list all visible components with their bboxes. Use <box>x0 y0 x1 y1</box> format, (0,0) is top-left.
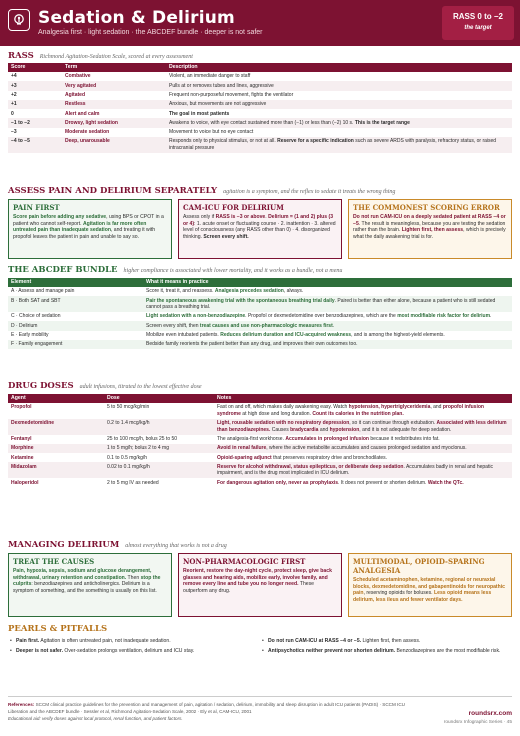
rass-desc: Pulls at or removes tubes and lines, aggressive <box>166 81 512 90</box>
pearls-heading <box>8 624 107 635</box>
table-row <box>8 109 512 118</box>
brain-icon <box>8 9 30 31</box>
table-row <box>8 81 512 90</box>
drug-notes <box>214 403 512 419</box>
rass-score: +3 <box>8 81 62 90</box>
drug-agent: Haloperidol <box>11 479 39 486</box>
text: Benzodiazepines are the most modifiable risk. <box>396 647 501 654</box>
drug-notes <box>214 453 512 462</box>
table-row <box>8 331 512 340</box>
drug-agent: Dexmedetomidine <box>8 419 104 435</box>
table-row <box>8 137 512 153</box>
table-row <box>8 321 512 330</box>
table-header-row <box>8 278 512 287</box>
references-label: References: <box>8 702 35 707</box>
pearls-heading-text: PEARLS & PITFALLS <box>8 624 108 634</box>
bundle-element: B · Both SAT and SBT <box>8 296 143 312</box>
text-bold: Light, rousable sedation with no respiratory depression <box>217 420 350 427</box>
references <box>8 702 408 723</box>
drug-agent: Fentanyl <box>11 435 32 442</box>
text-bold: Antipsychotics neither prevent nor shorten delirium. <box>268 647 396 654</box>
card-title: MULTIMODAL, OPIOID-SPARING ANALGESIA <box>353 557 485 576</box>
footer-divider <box>8 696 512 697</box>
bundle-element: D · Delirium <box>8 321 143 330</box>
text: , and treating it with propofol leaves the patient in pain and unable to say so. <box>13 227 156 240</box>
text-bold: Reduces delirium duration and ICU-acquired weakness <box>220 332 352 339</box>
text-bold: treat causes and use non-pharmacologic measures first <box>199 322 333 329</box>
drugs-heading-text: DRUG DOSES <box>8 381 74 391</box>
drugs-heading <box>8 381 202 392</box>
drug-dose: 2 to 5 mg IV as needed <box>107 479 159 486</box>
table-row <box>8 296 512 312</box>
text: Assess only if <box>183 214 215 221</box>
table-row <box>8 453 512 462</box>
text: at high dose and long duration. <box>242 410 311 417</box>
drug-table <box>8 394 512 487</box>
text: . <box>490 313 492 320</box>
rass-score: +4 <box>11 73 17 80</box>
drug-dose: 25 to 100 mcg/h, bolus 25 to 50 <box>107 435 178 442</box>
drug-agent: Propofol <box>11 404 32 411</box>
text: Awakens to voice, with eye contact sustained more than (−1) or less than (−2) 10 s. <box>169 119 354 126</box>
bundle-element: A · Assess and manage pain <box>11 288 75 295</box>
text-bold: Count its calories in the nutrition plan. <box>312 410 404 417</box>
text-bold: Deeper is not safer. <box>16 647 63 654</box>
bundle-meaning <box>143 312 512 321</box>
card-pain-first <box>8 199 172 259</box>
table-row <box>8 91 512 100</box>
text-bold: stop the culprits <box>13 574 161 588</box>
bundle-meaning <box>143 296 512 312</box>
abcdef-caption: higher compliance is associated with lower mortality, and it works as a bundle, not a menu <box>123 268 343 274</box>
text-bold: Pair the spontaneous awakening trial with the spontaneous breathing trial daily <box>146 297 335 304</box>
table-row <box>8 478 512 487</box>
page-subtitle: Analgesia first · light sedation · the ABCDEF bundle · deeper is not safer <box>38 29 263 36</box>
bundle-meaning: Bedside family reorients the patient better than any drug, and improves their own outcomes too. <box>143 340 512 349</box>
series-label: roundsrx Infographic Series · 45 <box>443 720 512 725</box>
card-scoring-error <box>348 199 512 259</box>
rass-term: Combative <box>65 73 91 80</box>
text-bold: hypotension, hypertriglyceridemia <box>348 404 431 411</box>
rass-score: −3 <box>11 129 17 136</box>
text-bold: Avoid in renal failure <box>217 445 267 452</box>
table-row <box>8 340 512 349</box>
rass-desc <box>166 118 512 127</box>
page-title: Sedation & Delirium <box>38 8 235 28</box>
text-bold: Watch the QTc. <box>427 479 464 486</box>
rass-table <box>8 63 512 153</box>
rass-term: Alert and calm <box>65 110 100 117</box>
text-bold: This is the target range <box>354 119 410 126</box>
text-bold: bradycardia <box>290 426 319 433</box>
rass-desc: Movement to voice but no eye contact <box>169 129 254 136</box>
text: , using BPS or CPOT in a patient who cannot self-report. <box>13 214 164 227</box>
col-header: What it means in practice <box>143 278 512 287</box>
drug-agent: Midazolam <box>8 462 104 478</box>
text: , and it is not adequate for deep sedation. <box>359 426 452 433</box>
manage-heading-text: MANAGING DELIRIUM <box>8 540 120 550</box>
rass-target-caption: the target <box>464 25 492 32</box>
table-row <box>8 72 512 81</box>
disclaimer-note: Educational aid: verify doses against local protocol, renal function, and patient factors. <box>8 715 183 721</box>
text-bold: Reserve for alcohol withdrawal, status epilepticus, or deliberate deep sedation <box>217 463 404 470</box>
pearls-list-left <box>10 638 255 657</box>
text: Agitation is often untreated pain, not inadequate sedation. <box>40 638 171 644</box>
text: , and <box>430 404 442 411</box>
text-bold: hypotension <box>329 426 360 433</box>
abcdef-table <box>8 278 512 349</box>
text: . The result is meaningless, because you are testing the sedation rather than the brain. <box>353 220 506 234</box>
drug-agent: Ketamine <box>11 454 34 461</box>
text: because it redistributes into fat. <box>370 435 440 442</box>
text: . <box>332 322 335 329</box>
card-title: NON-PHARMACOLOGIC FIRST <box>183 557 306 566</box>
rass-score: +2 <box>11 91 17 98</box>
text: that preserves respiratory drive and bronchodilates. <box>273 454 388 461</box>
drug-notes <box>214 419 512 435</box>
text-bold: For dangerous agitation only, never as prophylaxis <box>217 479 339 486</box>
text-bold: Score pain before adding any sedative <box>13 214 107 221</box>
drugs-caption: adult infusions, titrated to the lowest effective dose <box>79 384 202 390</box>
rass-desc <box>166 137 512 153</box>
bundle-element: C · Choice of sedation <box>11 313 61 320</box>
text: , which is precisely what the daily awakening trial is for. <box>353 227 506 240</box>
card-title: PAIN FIRST <box>13 203 60 212</box>
text: and <box>319 426 329 433</box>
text-bold: Screen every shift. <box>203 233 249 240</box>
text: Causes <box>271 426 289 433</box>
abcdef-heading <box>8 265 342 276</box>
bundle-meaning <box>143 331 512 340</box>
text-bold: Delirium = (1 and 2) plus (3 or 4) <box>183 214 334 227</box>
text-bold: Pain first. <box>16 638 40 644</box>
bundle-meaning <box>143 287 512 296</box>
card-cam-icu <box>178 199 342 259</box>
rass-target-value: RASS 0 to −2 <box>452 12 503 21</box>
drug-notes <box>214 444 512 453</box>
text-bold: Opioid-sparing adjunct <box>217 454 272 461</box>
table-row <box>8 444 512 453</box>
card-multimodal-analgesia <box>348 553 512 617</box>
text-bold: Reorient, restore the day-night cycle, protect sleep, give back glasses and hearing aids, mobilize early, involve family, and remove every line and tube you no longer need. <box>183 568 332 588</box>
rass-caption: Richmond Agitation-Sedation Scale, scored at every assessment <box>39 54 193 60</box>
table-header-row <box>8 63 512 72</box>
text-bold: Reserve for a specific indication <box>277 138 354 145</box>
text: Then <box>127 574 140 581</box>
list-item <box>10 638 255 645</box>
abcdef-heading-text: THE ABCDEF BUNDLE <box>8 265 118 275</box>
drug-notes <box>214 435 512 444</box>
rass-heading-text: RASS <box>8 51 34 61</box>
manage-heading <box>8 540 227 551</box>
table-row <box>8 118 512 127</box>
rass-term: Moderate sedation <box>65 129 110 136</box>
text: , reserving opioids for boluses. <box>363 590 433 597</box>
text: Mobilize even intubated patients. <box>146 332 219 339</box>
rass-score: −4 to −5 <box>8 137 62 153</box>
site-link[interactable]: roundsrx.com <box>468 710 512 717</box>
text-bold: RASS is −3 or above <box>215 214 266 221</box>
text-bold: propofol infusion syndrome <box>217 404 484 417</box>
drug-dose: 0.02 to 0.1 mg/kg/h <box>104 462 214 478</box>
text: . Propofol or dexmedetomidine over benzodiazepines, which are the <box>245 313 396 320</box>
text: Score it, treat it, and reassess. <box>146 288 214 295</box>
text-bold: Accumulates in prolonged infusion <box>285 435 369 442</box>
text: : benzodiazepines and anticholinergics. Delirium is a symptom of something, and the something is usually on this list. <box>13 581 157 594</box>
drug-dose: 0.1 to 0.5 mg/kg/h <box>107 454 148 461</box>
table-row <box>8 419 512 435</box>
table-row <box>8 312 512 321</box>
text: The analgesia-first workhorse. <box>217 435 284 442</box>
manage-caption: almost everything that works is not a drug <box>125 543 227 549</box>
list-item <box>262 638 512 645</box>
text: Over-sedation prolongs ventilation, delirium and ICU stay. <box>64 647 195 654</box>
text: , always. <box>283 288 304 295</box>
text-bold: most modifiable risk factor for delirium <box>397 313 491 320</box>
text-bold: Scheduled acetaminophen, ketamine, regional or neuraxial blocks, dexmedetomidine, and gabapentinoids for neuropathic pain <box>353 577 505 597</box>
list-item <box>10 648 255 655</box>
table-row <box>8 403 512 419</box>
text: These outperform any drug. <box>183 581 314 594</box>
drug-agent: Morphine <box>8 444 104 453</box>
text-bold: Light sedation with a non-benzodiazepine <box>146 313 246 320</box>
drug-dose: 5 to 50 mcg/kg/min <box>107 404 150 411</box>
bundle-meaning <box>143 321 512 330</box>
drug-dose: 0.2 to 1.4 mcg/kg/h <box>104 419 214 435</box>
text-bold: Agitation is far more often untreated pain than inadequate sedation <box>13 220 147 234</box>
text: : 1. acute onset or fluctuating course · 2. inattention · 3. altered level of consciousness (any RASS other than 0) · 4. disorganized thinking. <box>183 220 336 240</box>
text-bold: Do not run CAM-ICU on a deeply sedated patient at RASS −4 or −5 <box>353 214 506 227</box>
table-row <box>8 287 512 296</box>
assess-heading <box>8 186 395 197</box>
col-header: Element <box>8 278 143 287</box>
text-bold: Associated with less delirium than benzodiazepines. <box>217 420 507 433</box>
text: . Accumulates badly in renal and hepatic impairment, and is the drug most implicated in ICU delirium. <box>217 463 493 477</box>
rass-heading <box>8 51 193 62</box>
col-header: Notes <box>214 394 512 403</box>
text: . Paired is better than either alone, because a patient who is still sedated cannot pass a breathing trial. <box>146 297 496 311</box>
col-header: Agent <box>8 394 104 403</box>
text: , where the active metabolite accumulates and causes prolonged sedation and myoclonus. <box>266 445 467 452</box>
drug-notes <box>214 478 512 487</box>
table-row <box>8 435 512 444</box>
text: , and is among the highest-yield elements. <box>351 332 445 339</box>
text-bold: Lighten first, then assess <box>401 227 464 234</box>
assess-heading-text: ASSESS PAIN AND DELIRIUM SEPARATELY <box>8 186 218 196</box>
text-bold: Do not run CAM-ICU at RASS −4 or −5. <box>268 638 362 644</box>
text: . It does not prevent or shorten delirium. <box>338 479 427 486</box>
assess-caption: agitation is a symptom, and the reflex to sedate it treats the wrong thing <box>223 189 396 195</box>
rass-term: Drowsy, light sedation <box>62 118 166 127</box>
col-header: Dose <box>104 394 214 403</box>
rass-score: +1 <box>8 100 62 109</box>
rass-score: −1 to −2 <box>8 118 62 127</box>
drug-dose: 1 to 5 mg/h; bolus 2 to 4 mg <box>104 444 214 453</box>
drug-notes <box>214 462 512 478</box>
bundle-element: E · Early mobility <box>11 332 49 339</box>
header-banner <box>0 0 520 46</box>
rass-desc: Violent, an immediate danger to staff <box>169 73 251 80</box>
rass-term: Restless <box>62 100 166 109</box>
card-title: TREAT THE CAUSES <box>13 557 95 566</box>
card-treat-causes <box>8 553 172 617</box>
rass-desc: The goal in most patients <box>169 110 230 117</box>
text: Screen every shift, then <box>146 322 199 329</box>
table-row <box>8 100 512 109</box>
table-header-row <box>8 394 512 403</box>
table-row <box>8 462 512 478</box>
text: Fast on and off, which makes daily awakening easy. Watch <box>217 404 348 411</box>
rass-term: Very agitated <box>62 81 166 90</box>
pearls-list-right <box>262 638 512 657</box>
text: , so it can continue through extubation. <box>349 420 436 427</box>
text: Responds only to physical stimulus, or not at all. <box>169 138 276 145</box>
col-header: Score <box>8 63 62 72</box>
table-row <box>8 128 512 137</box>
rass-desc: Frequent non-purposeful movement, fights the ventilator <box>169 91 294 98</box>
bundle-element: F · Family engagement <box>8 340 143 349</box>
rass-target-badge <box>442 6 514 40</box>
rass-term: Agitated <box>65 91 85 98</box>
col-header: Term <box>62 63 166 72</box>
text: such as severe ARDS with paralysis, refractory status, or raised intracranial pressure <box>169 138 497 151</box>
text-bold: Analgesia precedes sedation <box>214 288 284 295</box>
rass-score: 0 <box>11 110 14 117</box>
text-bold: Less opioid means less delirium, less ileus and fewer ventilator days. <box>353 590 492 604</box>
text-bold: Pain, hypoxia, sepsis, sodium and glucose derangement, withdrawal, urinary retention and constipation. <box>13 568 152 581</box>
rass-desc: Anxious, but movements are not aggressive <box>166 100 512 109</box>
rass-term: Deep, unarousable <box>62 137 166 153</box>
card-title: THE COMMONEST SCORING ERROR <box>353 203 500 212</box>
col-header: Description <box>166 63 512 72</box>
card-non-pharmacologic <box>178 553 342 617</box>
card-title: CAM-ICU FOR DELIRIUM <box>183 203 284 212</box>
list-item <box>262 648 512 655</box>
references-text: SCCM clinical practice guidelines for the prevention and management of pain, agitation / sedation, delirium, immobility and sleep disruption in adult ICU patients (PADIS) · SCCM ICU Liberation and the ABCDEF bundle · Sessler et al, Richmond Agitation-Sedation Scale, 2002 · Ely et al, CAM-ICU, 2001 <box>8 702 405 714</box>
text: Lighten first, then assess. <box>362 638 421 644</box>
text: . <box>265 214 267 221</box>
